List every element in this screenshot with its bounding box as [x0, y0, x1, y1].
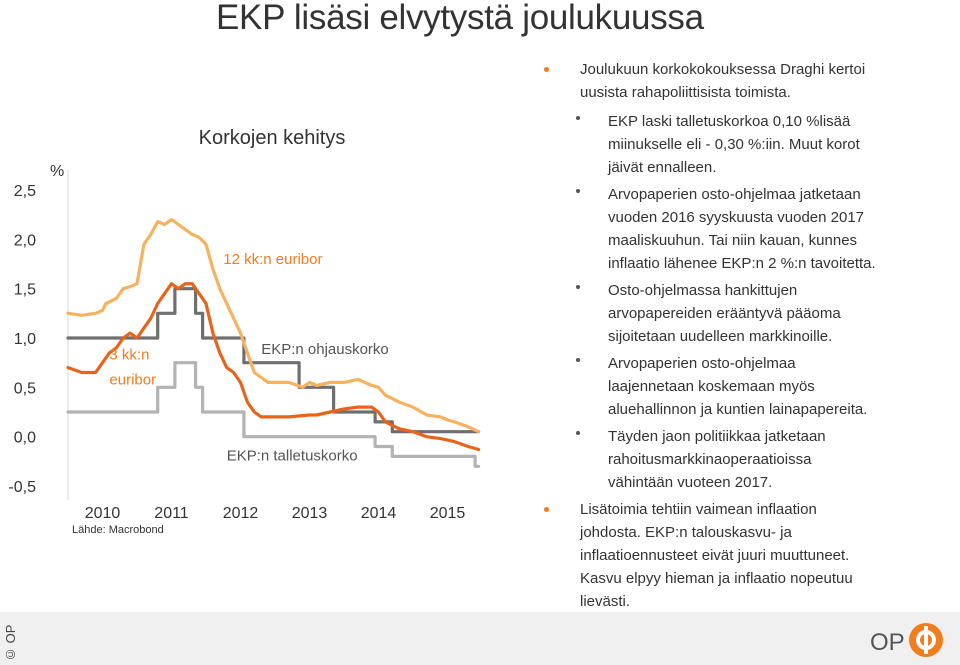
series-annotation: EKP:n ohjauskorko	[261, 340, 389, 358]
footer-bar	[0, 612, 960, 665]
bullet-line: lievästi.	[580, 593, 631, 610]
bullet-line: Arvopaperien osto-ohjelmaa jatketaan	[608, 186, 861, 203]
y-tick-label: 0,0	[13, 429, 36, 447]
x-tick-label: 2011	[154, 505, 189, 522]
bullet-line: Täyden jaon politiikkaa jatketaan	[608, 428, 826, 445]
bullet-line: johdosta. EKP:n talouskasvu- ja	[580, 524, 792, 541]
bullet-line: Kasvu elpyy hieman ja inflaatio nopeutuu	[580, 570, 853, 587]
bullet-item	[538, 279, 948, 348]
bullet-line: miinukselle eli - 0,30 %:iin. Muut korot	[608, 136, 860, 153]
y-tick-label: 0,5	[13, 380, 36, 398]
bullet-line: maaliskuuhun. Tai niin kauan, kunnes	[608, 232, 858, 249]
bullet-dot-icon	[544, 67, 549, 72]
bullet-line: inflaatioennusteet eivät juuri muuttuneet.	[580, 547, 850, 564]
bullet-item	[538, 110, 948, 179]
chart-title: Korkojen kehitys	[198, 127, 346, 149]
x-tick-label: 2012	[222, 505, 259, 522]
series-annotation: 3 kk:n	[109, 346, 150, 364]
bullet-dot-icon	[576, 116, 580, 120]
y-tick-label: 2,0	[13, 232, 36, 250]
bullet-line: uusista rahapoliittisista toimista.	[580, 84, 791, 101]
bullet-line: arvopapereiden erääntyvä pääoma	[608, 305, 841, 322]
bullet-line: Osto-ohjelmassa hankittujen	[608, 282, 798, 299]
op-logo-mark	[909, 623, 943, 657]
bullet-dot-icon	[544, 507, 549, 512]
series-annotation: 12 kk:n euribor	[223, 251, 323, 268]
bullet-line: vähintään vuoteen 2017.	[608, 474, 773, 491]
y-tick-label: 1,5	[13, 281, 36, 299]
series-annotation: EKP:n talletuskorko	[226, 447, 358, 465]
series-line-1	[68, 284, 479, 450]
bullet-dot-icon	[576, 189, 580, 193]
bullet-dot-icon	[576, 431, 580, 435]
bullet-list	[538, 58, 948, 619]
bullet-line: inflaatio lähenee EKP:n 2 %:n tavoitetta.	[608, 255, 876, 272]
bullet-dot-icon	[576, 285, 580, 289]
x-tick-label: 2010	[84, 505, 121, 522]
y-tick-label: -0,5	[8, 479, 36, 496]
bullet-line: Arvopaperien osto-ohjelmaa	[608, 355, 796, 372]
rate-chart	[0, 0, 520, 560]
x-tick-label: 2013	[291, 505, 328, 522]
bullet-item	[538, 183, 948, 275]
bullet-item	[538, 425, 948, 494]
source-note: Lähde: Macrobond	[72, 524, 164, 536]
page-title: EKP lisäsi elvytystä joulukuussa	[216, 0, 704, 37]
bullet-line: aluehallinnon ja kuntien lainapapereita.	[608, 401, 868, 418]
bullet-dot-icon	[576, 358, 580, 362]
op-logo	[868, 620, 946, 660]
op-logo-text: OP	[870, 629, 905, 656]
y-tick-label: 1,0	[13, 331, 36, 348]
bullet-line: sijoitetaan uudelleen markkinoille.	[608, 328, 833, 345]
bullet-line: jäivät ennalleen.	[608, 159, 717, 176]
x-tick-label: 2015	[429, 505, 466, 522]
bullet-line: Lisätoimia tehtiin vaimean inflaation	[580, 501, 817, 518]
bullet-line: rahoitusmarkkinaoperaatioissa	[608, 451, 812, 468]
y-tick-label: 2,5	[13, 183, 36, 200]
bullet-line: laajennetaan koskemaan myös	[608, 378, 815, 395]
copyright: © OP	[3, 624, 18, 662]
y-axis-label: %	[50, 163, 65, 180]
bullet-item	[538, 58, 948, 104]
x-tick-label: 2014	[360, 505, 397, 522]
bullet-item	[538, 498, 948, 613]
bullet-line: Joulukuun korkokokouksessa Draghi kertoi	[580, 61, 866, 78]
bullet-line: vuoden 2016 syyskuusta vuoden 2017	[608, 209, 865, 226]
bullet-item	[538, 352, 948, 421]
series-annotation: euribor	[109, 371, 157, 389]
bullet-line: EKP laski talletuskorkoa 0,10 %lisää	[608, 113, 851, 130]
